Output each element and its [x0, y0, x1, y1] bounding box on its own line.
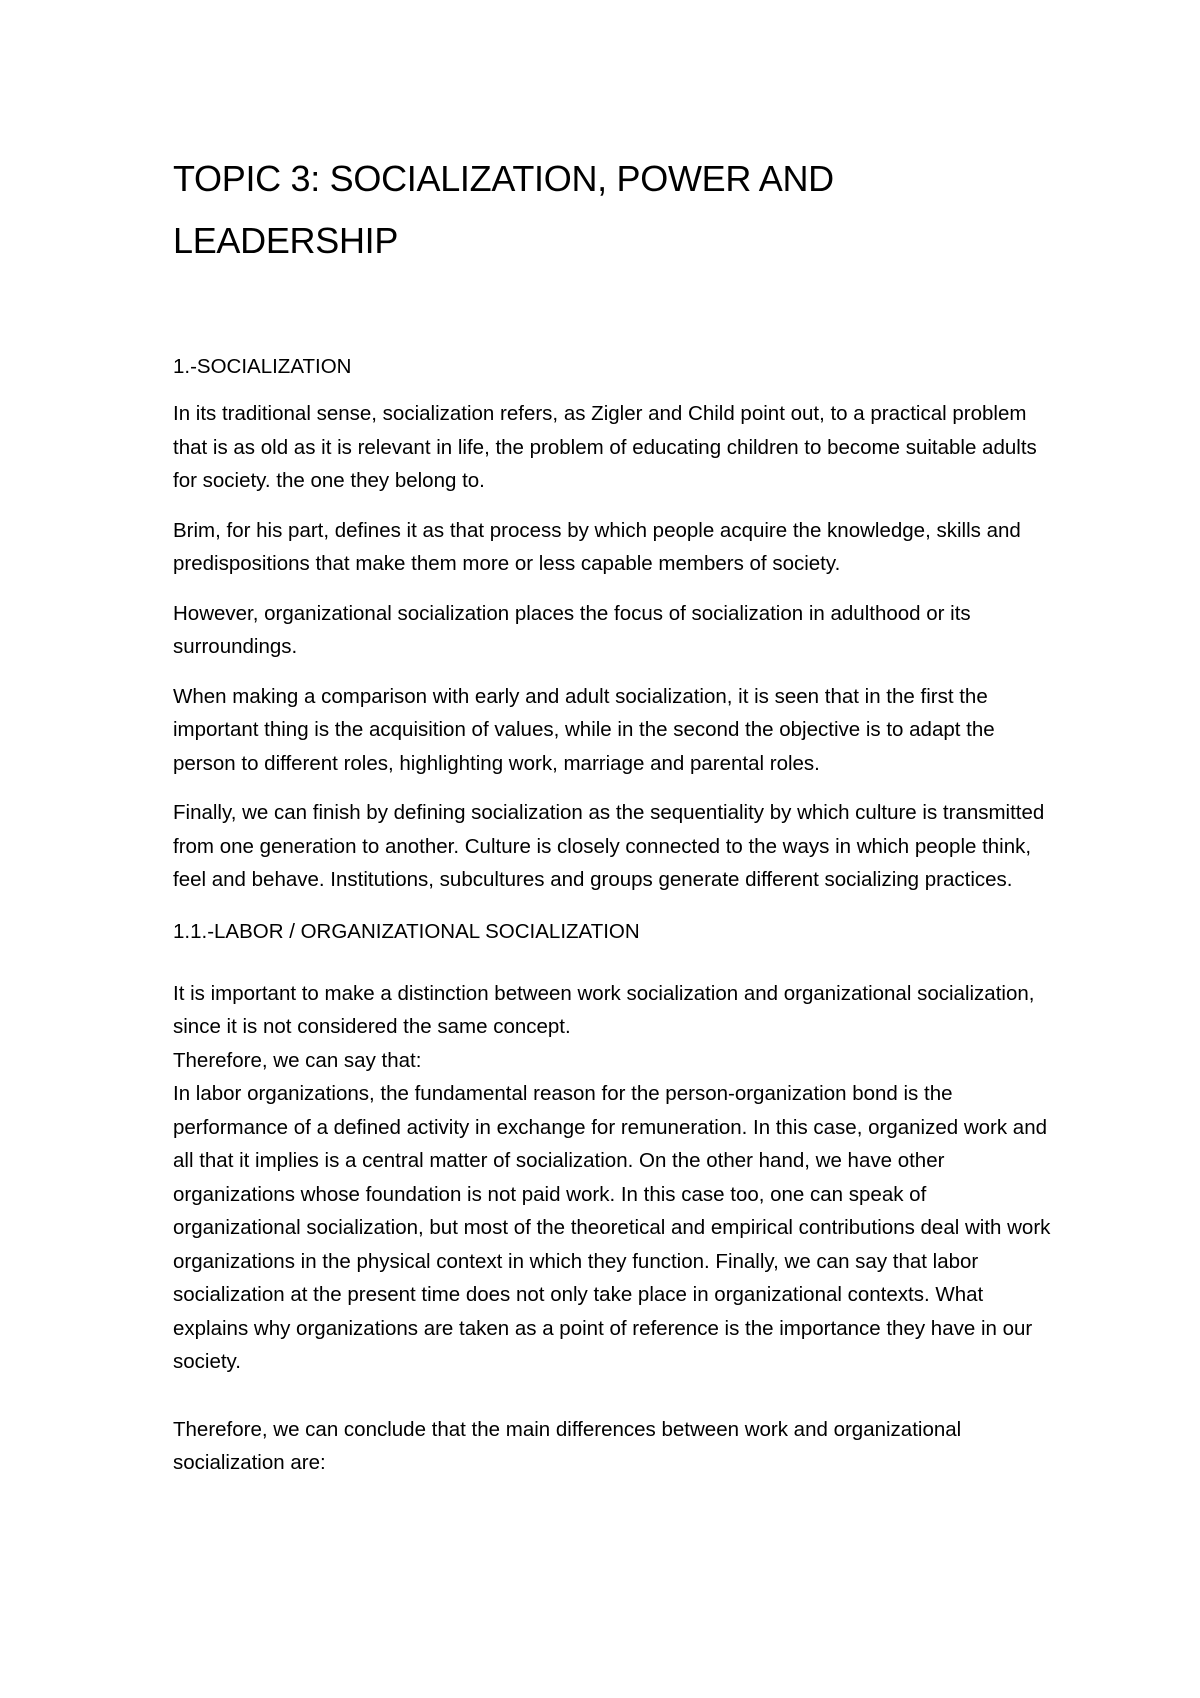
paragraph-early-adult-comparison: When making a comparison with early and adult socialization, it is seen that in the first the important thing is the acquisition of values, while in the second the objective is to adapt the person to different roles, highlighting work, marriage and parental roles.: [173, 684, 995, 775]
paragraph-therefore: Therefore, we can say that:: [173, 1048, 422, 1072]
page-title: TOPIC 3: SOCIALIZATION, POWER AND LEADERSHIP: [173, 158, 834, 261]
paragraph-zigler-child: In its traditional sense, socialization refers, as Zigler and Child point out, to a practical problem that is as old as it is relevant in life, the problem of educating children to become suitable adults for society. the one they belong to.: [173, 402, 1037, 492]
document-body: [173, 148, 1053, 1480]
section-heading-socialization: 1.-SOCIALIZATION: [173, 355, 352, 378]
paragraph-brim: Brim, for his part, defines it as that process by which people acquire the knowledge, skills and predispositions that make them more or less capable members of society.: [173, 518, 1021, 575]
paragraph-conclusion: Therefore, we can conclude that the main differences between work and organizational socialization are:: [173, 1417, 962, 1474]
paragraph-organizational-focus: However, organizational socialization places the focus of socialization in adulthood or its surroundings.: [173, 601, 971, 658]
paragraph-labor-organizations: In labor organizations, the fundamental reason for the person-organization bond is the performance of a defined activity in exchange for remuneration. In this case, organized work and all that it implies is a central matter of socialization. On the other hand, we have other organizations whose foundation is not paid work. In this case too, one can speak of organizational socialization, but most of the theoretical and empirical contributions deal with work organizations in the physical context in which they function. Finally, we can say that labor socialization at the present time does not only take place in organizational contexts. What explains why organizations are taken as a point of reference is the importance they have in our society.: [173, 1082, 1051, 1373]
paragraph-culture-transmission: Finally, we can finish by defining socialization as the sequentiality by which culture is transmitted from one generation to another. Culture is closely connected to the ways in which people think, feel and behave. Institutions, subcultures and groups generate different socializing practices.: [173, 801, 1045, 891]
section-heading-labor-organizational: 1.1.-LABOR / ORGANIZATIONAL SOCIALIZATION: [173, 919, 640, 943]
paragraph-distinction: It is important to make a distinction between work socialization and organizational socialization, since it is not considered the same concept.: [173, 981, 1035, 1038]
